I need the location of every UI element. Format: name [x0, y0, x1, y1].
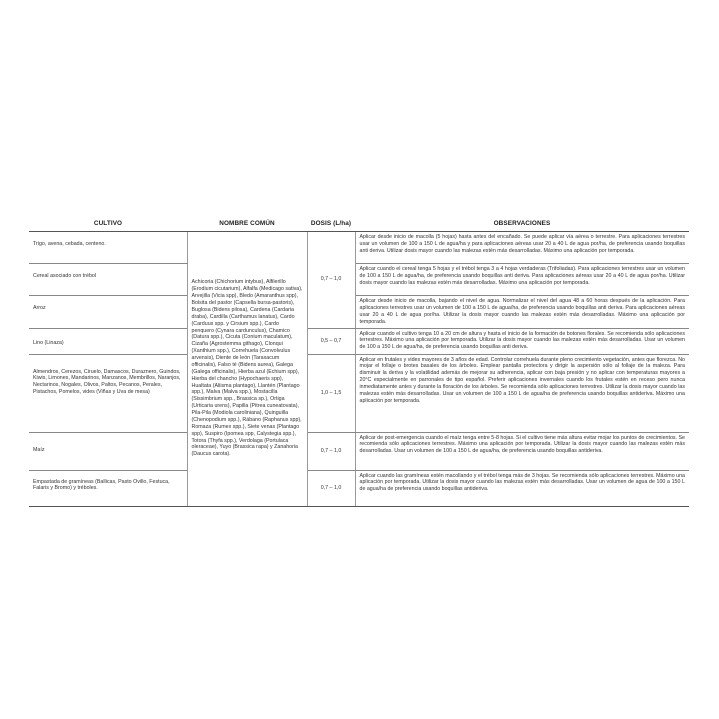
table-header-row	[29, 215, 689, 232]
cell-cultivo: Arroz	[29, 296, 187, 329]
cell-dosis: 0,7 – 1,0	[307, 470, 355, 506]
cell-cultivo: Maíz	[29, 432, 187, 470]
cell-cultivo: Lino (Linaza)	[29, 328, 187, 354]
cell-dosis: 1,0 – 1,5	[307, 354, 355, 432]
cell-cultivo: Cereal asociado con trébol	[29, 264, 187, 296]
header-cultivo: CULTIVO	[29, 215, 187, 232]
header-nombre-comun: NOMBRE COMÚN	[187, 215, 307, 232]
cell-dosis: 0,5 – 0,7	[307, 328, 355, 354]
table-row	[29, 470, 689, 506]
cell-observaciones: Aplicar cuando el cultivo tenga 10 a 20 cm de altura y hasta el inicio de la formación de botones florales. Se recomienda sólo aplicaciones terrestres. Máximo una aplicación por temporada. Utilizar la dosis mayor cuando las malezas estén más desarrolladas. Usar un volumen de 100 a 150 L de agua/ha, de preferencia usando boquillas anti deriva.	[355, 328, 689, 354]
cell-observaciones: Aplicar desde inicio de macolla (5 hojas) hasta antes del encañado. Se puede aplicar vía aérea o terrestre. Para aplicaciones terrestres usar un volumen de 100 a 150 L de agua/ha y para aplicaciones aéreas usar 20 a 40 L de agua por/ha, de preferencia usando boquillas anti deriva. Utilizar dosis mayor cuando las malezas estén más desarrolladas. Máximo una aplicación por temporada.	[355, 232, 689, 264]
document-table-container	[29, 215, 689, 507]
cell-dosis: 0,7 – 1,0	[307, 232, 355, 329]
product-dosage-table	[29, 215, 689, 507]
table-row	[29, 296, 689, 329]
cell-observaciones: Aplicar cuando las gramíneas estén macollando y el trébol tenga más de 3 hojas. Se recomienda sólo aplicaciones terrestres. Máximo una aplicación por temporada. Utilizar la dosis mayor cuando las malezas estén más desarrolladas. Usar un volumen de agua de 100 a 150 L de agua/ha de preferencia usando boquillas antideriva.	[355, 470, 689, 506]
header-observaciones: OBSERVACIONES	[355, 215, 689, 232]
cell-dosis: 0,7 – 1,0	[307, 432, 355, 470]
cell-cultivo: Almendros, Cerezos, Ciruelo, Damascos, Duraznero, Guindos, Kiwis, Limones, Mandarinos, Manzanos, Membrillos, Naranjos, Nectarinos, Nogales, Olivos, Paltos, Pecanos, Perales, Pistachos, Pomelos, vides (Viñas y Uva de mesa)	[29, 354, 187, 432]
header-dosis: DOSIS (L/ha)	[307, 215, 355, 232]
table-row	[29, 354, 689, 432]
cell-observaciones: Aplicar cuando el cereal tenga 5 hojas y el trébol tenga 3 a 4 hojas verdaderas (Trifoliadas). Para aplicaciones terrestres usar un volumen de 100 a 150 L de agua/ha, de preferencia usando boquillas anti deriva. Para aplicaciones aéreas usar 20 a 40 L de agua por/ha. Utilizar dosis mayor cuando las malezas estén más desarrolladas. Máximo una aplicación por temporada.	[355, 264, 689, 296]
table-row	[29, 432, 689, 470]
table-row	[29, 232, 689, 264]
cell-observaciones: Aplicar en frutales y vides mayores de 3 años de edad. Controlar correhuela durante pleno crecimiento vegetación, antes que florezca. No mojar el follaje o brotes basales de los árboles. Emplear pantalla protectora y dirigir la aspersión sólo al follaje de la maleza. Para disminuir la deriva y la volatilidad además de mejorar su adherencia, aplicar con baja presión y no aplicar con temperaturas mayores a 20°C especialmente en parronales de tipo español. Preferir aplicaciones invernales cuando los frutales estén en receso pero nunca inmediatamente antes y durante la floración de los árboles. Se recomienda sólo aplicaciones terrestres. Utilizar la dosis mayor cuando las malezas estén más desarrolladas. Usar un volumen de 100 a 150 L de agua/ha de preferencia usando boquillas antideriva. Máximo una aplicación por temporada.	[355, 354, 689, 432]
cell-nombre-comun: Achicoria (Chichorium intybus), Alfilerillo (Erodium cicutarium), Alfalfa (Medicago sativa), Arvejilla (Vicia spp), Bledo (Amaranthus spp), Bolsita del pastor (Capsella bursa-pastoris), Buglosa (Bidens pilosa), Cardena (Cardaria draba), Cardilla (Carthamus lanatus), Cardo (Carduus spp. y Cirsium spp.), Cardo penquero (Cynara cardunculus), Chamico (Datura spp.), Cicuta (Conium maculatum), Cizaña (Agrostemma githago), Clonqui (Xanthium spp.), Correhuela (Convolvulus arvensis), Diente de león (Taraxacum officinalis), Falso té (Bidens aurea), Galega (Galega officinalis), Hierba azul (Echium spp), Hierba del chancho (Hypochaeris spp), Hualtata (Aliisma plantago), Llantén (Plantago spp.), Malva (Malva spp.), Mostacilla (Sissimbrium spp., Brassica sp.), Ortiga (Urticaria urens), Papilla (Pitrea cuneatovata), Pila-Pila (Modiola caroliniana), Quinguilla (Chenopodium spp.), Rábano (Raphanus spp), Romaza (Rumex spp.), Siete venas (Plantago spp), Suspiro (Ipomea spp, Calystegia spp.), Totora (Thyfa spp.), Verdolaga (Portulaca oleraceae), Yuyo (Brassica rapa) y Zanahoria (Daucus carota).	[187, 232, 307, 507]
table-row	[29, 328, 689, 354]
cell-observaciones: Aplicar desde inicio de macolla, bajando el nivel de agua. Normalizar el nivel del agua 48 a 60 horas después de la aplicación. Para aplicaciones terrestres usar un volumen de 100 a 150 L de agua/ha, de preferencia usando boquillas anti deriva. Para aplicaciones aéreas usar 20 a 40 L de agua por/ha. Utilizar la dosis mayor cuando las malezas estén más desarrolladas. Máximo una aplicación por temporada.	[355, 296, 689, 329]
cell-cultivo: Trigo, avena, cebada, centeno.	[29, 232, 187, 264]
table-row	[29, 264, 689, 296]
cell-cultivo: Empastada de gramíneas (Ballicas, Pasto Ovillo, Festuca, Falaris y Bromo) y tréboles.	[29, 470, 187, 506]
cell-observaciones: Aplicar de post-emergencia cuando el maíz tenga entre 5-8 hojas. Si el cultivo tiene más altura evitar mojar los puntos de crecimientos. Se recomienda sólo aplicaciones terrestres. Máximo una aplicación por temporada. Utilizar la dosis mayor cuando las malezas estén más desarrolladas. Usar un volumen de 100 a 150 L de agua/ha, de preferencia usando boquillas antideriva.	[355, 432, 689, 470]
